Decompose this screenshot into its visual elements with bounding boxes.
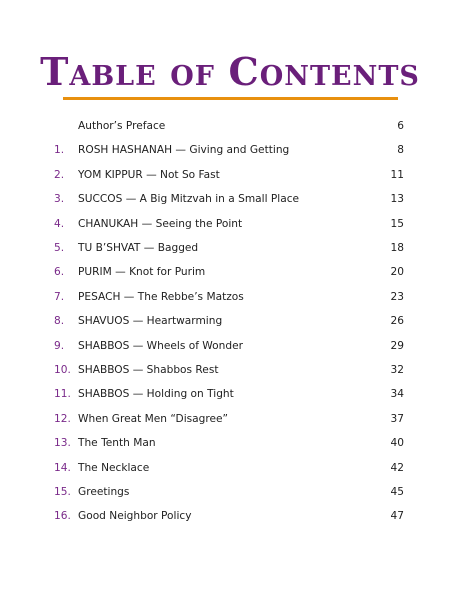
toc-entry-page-number: 15 <box>390 217 404 230</box>
toc-entry-number: 5. <box>54 242 65 254</box>
toc-entry-title: Good Neighbor Policy <box>78 510 192 523</box>
toc-entry-number: 14. <box>54 461 71 474</box>
title-word-able: ABLE <box>69 61 157 92</box>
toc-entry-number: 1. <box>54 144 65 157</box>
toc-entry-page-number: 45 <box>390 486 404 498</box>
title-initial-t: T <box>40 49 70 94</box>
toc-entry <box>0 118 460 134</box>
toc-entry <box>0 484 460 500</box>
toc-entry <box>0 191 460 207</box>
toc-entry-page-number: 26 <box>390 315 404 328</box>
toc-entry-title: The Tenth Man <box>78 437 156 450</box>
toc-entry-title: YOM KIPPUR — Not So Fast <box>78 168 220 181</box>
toc-entry-number: 13. <box>54 437 71 450</box>
toc-entry-number: 16. <box>54 510 71 523</box>
toc-entry-page-number: 11 <box>390 168 404 181</box>
toc-entry-page-number: 37 <box>390 412 404 425</box>
toc-entry-number: 7. <box>54 290 65 303</box>
toc-entry-number: 3. <box>54 193 65 206</box>
toc-entry <box>0 460 460 476</box>
toc-entry-page-number: 32 <box>390 364 404 376</box>
toc-entry <box>0 338 460 354</box>
title-underline-rule <box>63 97 398 100</box>
toc-entry-title: TU B’SHVAT — Bagged <box>78 242 199 254</box>
toc-entry-number: 4. <box>54 217 65 230</box>
toc-entry-page-number: 23 <box>390 290 404 303</box>
toc-entry <box>0 216 460 232</box>
toc-entry <box>0 386 460 402</box>
toc-entry-title: SHABBOS — Shabbos Rest <box>78 364 219 376</box>
toc-entry-title: SUCCOS — A Big Mitzvah in a Small Place <box>78 193 300 206</box>
toc-entry <box>0 508 460 524</box>
toc-entry-number: 6. <box>54 266 65 279</box>
toc-entry-page-number: 34 <box>390 388 404 401</box>
title-word-of: OF <box>170 61 215 92</box>
toc-entry <box>0 362 460 378</box>
toc-entry-number: 10. <box>54 364 71 376</box>
page-title <box>0 50 460 99</box>
toc-entry-page-number: 6 <box>397 120 404 132</box>
toc-entry-title: Author’s Preface <box>78 120 166 132</box>
toc-entry-page-number: 13 <box>390 193 404 206</box>
toc-entry-number: 2. <box>54 168 65 181</box>
toc-entry-title: The Necklace <box>78 461 150 474</box>
toc-entry-title: SHABBOS — Wheels of Wonder <box>78 339 243 352</box>
toc-entry-title: ROSH HASHANAH — Giving and Getting <box>78 144 290 157</box>
toc-entry-number: 9. <box>54 339 65 352</box>
toc-entry-page-number: 42 <box>390 461 404 474</box>
toc-entry <box>0 411 460 427</box>
toc-entry-title: SHAVUOS — Heartwarming <box>78 315 223 328</box>
toc-entry <box>0 264 460 280</box>
toc-entry-page-number: 20 <box>390 266 404 279</box>
toc-entry <box>0 240 460 256</box>
toc-entry-title: When Great Men “Disagree” <box>78 412 229 425</box>
toc-entry-page-number: 47 <box>390 510 404 523</box>
toc-entry <box>0 289 460 305</box>
title-initial-c: C <box>228 49 260 94</box>
title-word-ontents: ONTENTS <box>259 61 420 92</box>
toc-entry-title: SHABBOS — Holding on Tight <box>78 388 234 401</box>
toc-entry <box>0 142 460 158</box>
toc-entry-number: 8. <box>54 315 65 328</box>
toc-entry <box>0 435 460 451</box>
toc-entry-page-number: 29 <box>390 339 404 352</box>
toc-entry-page-number: 40 <box>390 437 404 450</box>
toc-entry-page-number: 18 <box>390 242 404 254</box>
toc-entry <box>0 313 460 329</box>
toc-entry-number: 11. <box>54 388 71 401</box>
toc-entry-title: PURIM — Knot for Purim <box>78 266 206 279</box>
toc-entry-number: 12. <box>54 412 71 425</box>
toc-entry-title: Greetings <box>78 486 130 498</box>
toc-entry-title: PESACH — The Rebbe’s Matzos <box>78 290 244 303</box>
toc-entry-page-number: 8 <box>397 144 404 157</box>
toc-entry-title: CHANUKAH — Seeing the Point <box>78 217 243 230</box>
toc-entry-number: 15. <box>54 486 71 498</box>
toc-entry <box>0 167 460 183</box>
